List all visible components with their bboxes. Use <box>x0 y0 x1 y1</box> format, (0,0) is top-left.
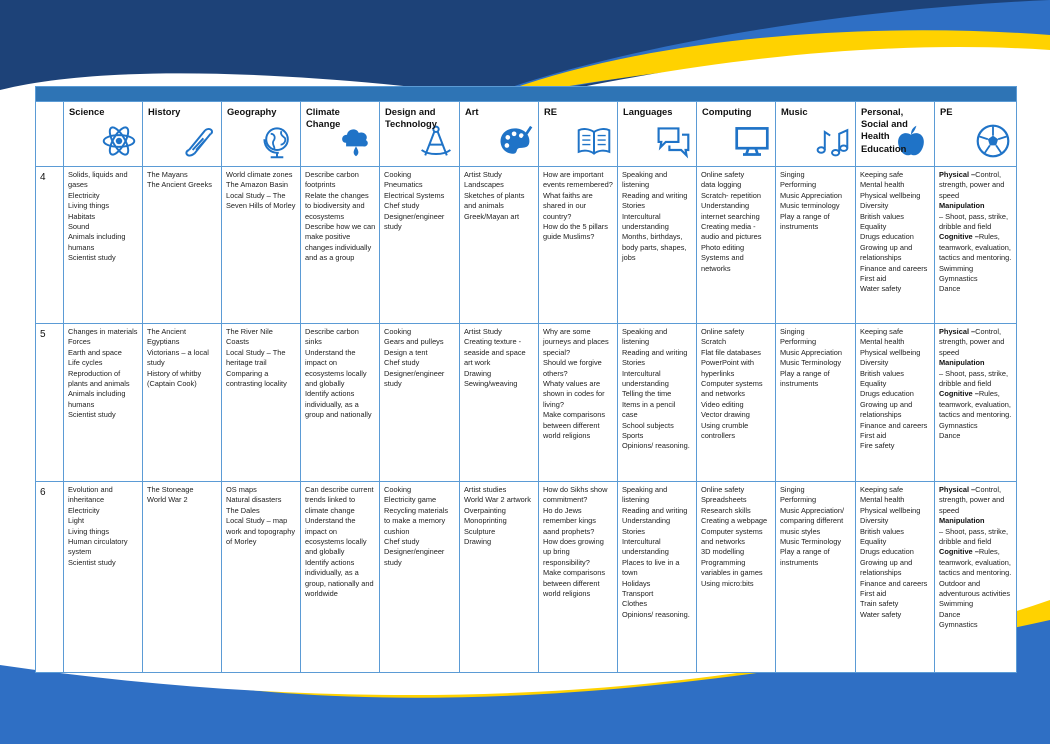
cell-content: Why are some journeys and places special? Should we forgive others? Whaty values are shown in codes for living? Make comparisons between different world religions <box>543 327 609 441</box>
cell-content: Keeping safe Mental health Physical wellbeing Diversity British values Equality Drugs education Growing up and relationships Finance and careers First aid Fire safety <box>860 327 928 451</box>
pe-physical-text: Control, strength, power and speed <box>939 485 1005 515</box>
year-number: 4 <box>36 167 64 324</box>
cell-content: Keeping safe Mental health Physical wellbeing Diversity British values Equality Drugs education Growing up and relationships Finance and careers First aid Train safety Water safety <box>860 485 928 619</box>
music-notes-icon <box>814 123 850 159</box>
header-re <box>539 102 618 167</box>
pe-activities: Gymnastics Dance <box>939 420 978 441</box>
header-science <box>64 102 143 167</box>
cell-science <box>64 324 143 482</box>
cell-content: Keeping safe Mental health Physical wellbeing Diversity British values Equality Drugs education Growing up and relationships Finance and careers First aid Water safety <box>860 170 928 294</box>
cell-content: Online safety Spreadsheets Research skills Creating a webpage Computer systems and networks 3D modelling Programming variables in games Using micro:bits <box>701 485 768 588</box>
header-music <box>776 102 856 167</box>
cell-science <box>64 167 143 324</box>
scroll-icon <box>180 123 216 159</box>
pe-cognitive-text: Rules, teamwork, evaluation, tactics and mentoring. <box>939 232 1012 263</box>
cell-re <box>539 167 618 324</box>
subject-header-row <box>36 102 1017 167</box>
header-languages <box>618 102 697 167</box>
header-label: Music <box>781 106 808 117</box>
cell-languages <box>618 324 697 482</box>
cell-content: Artist studies World War 2 artwork Overpainting Monoprinting Sculpture Drawing <box>464 485 531 547</box>
header-label: Languages <box>623 106 673 117</box>
year-row <box>36 167 1017 324</box>
header-label: Art <box>465 106 479 117</box>
pe-manipulation-text: – Shoot, pass, strike, dribble and field <box>939 368 1009 389</box>
cell-content: OS maps Natural disasters The Dales Local Study – map work and topography of Morley <box>226 485 296 547</box>
header-history <box>143 102 222 167</box>
cell-content: Cooking Pneumatics Electrical Systems Chef study Designer/engineer study <box>384 170 445 232</box>
cell-history <box>143 324 222 482</box>
cell-science <box>64 482 143 673</box>
cell-pe <box>935 482 1017 673</box>
cell-content: Online safety data logging Scratch- repetition Understanding internet searching Creating media - audio and pictures Photo editing Systems and networks <box>701 170 762 273</box>
speech-bubbles-icon <box>655 123 691 159</box>
cell-content: Cooking Gears and pulleys Design a tent Chef study Designer/engineer study <box>384 327 445 389</box>
header-pe <box>935 102 1017 167</box>
header-label: PE <box>940 106 953 117</box>
cell-content: The River Nile Coasts Local Study – The heritage trail Comparing a contrasting locality <box>226 327 287 389</box>
cell-content: The Ancient Egyptians Victorians – a local study History of whitby (Captain Cook) <box>147 327 209 389</box>
pe-cognitive-text: Rules, teamwork, evaluation, tactics and mentoring. <box>939 389 1012 420</box>
cell-content: How do Sikhs show commitment? Ho do Jews remember kings aand prophets? How does growing up bring responsibility? Make comparisons between different world religions <box>543 485 608 599</box>
cell-computing <box>697 324 776 482</box>
cell-content: Changes in materials Forces Earth and space Life cycles Reproduction of plants and animals Animals including humans Scientist study <box>68 327 138 420</box>
cell-content: Cooking Electricity game Recycling materials to make a memory cushion Chef study Designer/engineer study <box>384 485 449 567</box>
cell-content: The Stoneage World War 2 <box>147 485 194 505</box>
pe-cognitive-label: Cognitive – <box>939 232 979 242</box>
pe-physical-text: Control, strength, power and speed <box>939 327 1005 357</box>
cell-content: Singing Performing Music Appreciation/ comparing different music styles Music Terminology Play a range of instruments <box>780 485 845 567</box>
year-row <box>36 482 1017 673</box>
year-number: 5 <box>36 324 64 482</box>
header-label: Computing <box>702 106 752 117</box>
cell-climate-change <box>301 167 380 324</box>
cell-geography <box>222 167 301 324</box>
header-label: History <box>148 106 181 117</box>
cell-content: World climate zones The Amazon Basin Local Study – The Seven Hills of Morley <box>226 170 296 211</box>
cell-re <box>539 324 618 482</box>
cell-content: The Mayans The Ancient Greeks <box>147 170 212 190</box>
cell-content: Evolution and inheritance Electricity Light Living things Human circulatory system Scientist study <box>68 485 128 567</box>
cell-languages <box>618 482 697 673</box>
header-design-technology <box>380 102 460 167</box>
cell-content: Singing Performing Music Appreciation Music terminology Play a range of instruments <box>780 170 843 232</box>
header-label: Design and Technology <box>385 106 437 130</box>
pe-cognitive-text: Rules, teamwork, evaluation, tactics and mentoring. <box>939 547 1012 578</box>
palette-icon <box>497 123 533 159</box>
cell-content: Online safety Scratch Flat file databases PowerPoint with hyperlinks Computer systems and networks Video editing Vector drawing Using crumble controllers <box>701 327 763 441</box>
cell-content: Speaking and listening Reading and writing Stories Intercultural understanding Months, birthdays, body parts, shapes, jobs <box>622 170 688 263</box>
cell-art <box>460 482 539 673</box>
book-icon <box>576 123 612 159</box>
atom-icon <box>101 123 137 159</box>
cell-computing <box>697 482 776 673</box>
cell-design-technology <box>380 324 460 482</box>
monitor-icon <box>734 123 770 159</box>
cell-design-technology <box>380 482 460 673</box>
curriculum-table <box>35 86 1017 673</box>
header-label: Personal, Social and Health Education <box>861 106 908 154</box>
table-top-bar <box>36 87 1017 102</box>
cell-content: Can describe current trends linked to climate change Understand the impact on ecosystems locally and globally Identify actions individually, as a group, nationally and worldwide <box>305 485 374 599</box>
header-art <box>460 102 539 167</box>
cell-pshe <box>856 482 935 673</box>
cell-music <box>776 324 856 482</box>
cell-music <box>776 482 856 673</box>
cell-content: Speaking and listening Reading and writing Understanding Stories Intercultural understanding Places to live in a town Holidays Transport Clothes Opinions/ reasoning. <box>622 485 690 619</box>
header-corner <box>36 102 64 167</box>
cell-computing <box>697 167 776 324</box>
header-computing <box>697 102 776 167</box>
cell-content: How are important events remembered? What faiths are shared in our country? How do the 5 pillars guide Muslims? <box>543 170 613 242</box>
cell-pe <box>935 324 1017 482</box>
cell-pshe <box>856 324 935 482</box>
header-label: Climate Change <box>306 106 341 130</box>
globe-icon <box>259 123 295 159</box>
cell-pshe <box>856 167 935 324</box>
pe-physical-label: Physical – <box>939 170 976 179</box>
cell-climate-change <box>301 324 380 482</box>
cell-art <box>460 324 539 482</box>
pe-manipulation-label: Manipulation <box>939 201 985 211</box>
header-pshe <box>856 102 935 167</box>
cell-content: Speaking and listening Reading and writing Stories Intercultural understanding Telling the time Items in a pencil case School subjects Sports Opinions/ reasoning. <box>622 327 690 451</box>
header-label: RE <box>544 106 558 117</box>
year-row <box>36 324 1017 482</box>
header-label: Science <box>69 106 105 117</box>
cell-music <box>776 167 856 324</box>
pe-manipulation-label: Manipulation <box>939 358 985 368</box>
pe-activities: Outdoor and adventurous activities Swimming Dance Gymnastics <box>939 578 1011 630</box>
pe-cognitive-label: Cognitive – <box>939 389 979 399</box>
pe-cognitive-label: Cognitive – <box>939 547 979 557</box>
cell-content: Describe carbon footprints Relate the changes to biodiversity and ecosystems Describe how we can make positive changes individually and as a group <box>305 170 376 263</box>
pe-manipulation-label: Manipulation <box>939 516 985 526</box>
cell-pe <box>935 167 1017 324</box>
pe-manipulation-text: – Shoot, pass, strike, dribble and field <box>939 526 1009 547</box>
cell-history <box>143 167 222 324</box>
cell-content: Describe carbon sinks Understand the impact on ecosystems locally and globally Identify actions individually, as a group and nationally <box>305 327 372 420</box>
cell-geography <box>222 482 301 673</box>
cell-design-technology <box>380 167 460 324</box>
cell-languages <box>618 167 697 324</box>
cell-content: Singing Performing Music Appreciation Music Terminology Play a range of instruments <box>780 327 843 389</box>
pe-activities: Swimming Gymnastics Dance <box>939 263 978 294</box>
header-label: Geography <box>227 106 277 117</box>
cell-content: Artist Study Landscapes Sketches of plants and animals Greek/Mayan art <box>464 170 525 221</box>
pe-manipulation-text: – Shoot, pass, strike, dribble and field <box>939 211 1009 232</box>
header-geography <box>222 102 301 167</box>
year-number: 6 <box>36 482 64 673</box>
cell-art <box>460 167 539 324</box>
cell-history <box>143 482 222 673</box>
pe-physical-label: Physical – <box>939 485 976 494</box>
cell-geography <box>222 324 301 482</box>
cell-climate-change <box>301 482 380 673</box>
football-icon <box>975 123 1011 159</box>
header-climate-change <box>301 102 380 167</box>
cell-content: Solids, liquids and gases Electricity Living things Habitats Sound Animals including humans Scientist study <box>68 170 128 263</box>
pe-physical-text: Control, strength, power and speed <box>939 170 1005 200</box>
cell-re <box>539 482 618 673</box>
cell-content: Artist Study Creating texture - seaside and space art work Drawing Sewing/weaving <box>464 327 526 389</box>
pe-physical-label: Physical – <box>939 327 976 336</box>
